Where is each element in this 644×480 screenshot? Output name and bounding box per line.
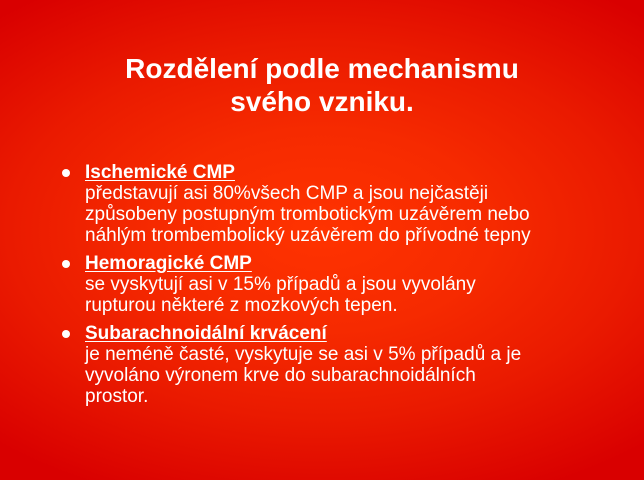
bullet-icon xyxy=(62,330,70,338)
item-text-ischemic: představují asi 80%všech CMP a jsou nejčastěji způsobeny postupným trombotickým uzávěrem nebo náhlým trombembolický uzávěrem do přívodné tepny xyxy=(85,183,531,246)
bullet-list xyxy=(60,162,635,414)
title-line-2: svého vzniku. xyxy=(230,86,414,117)
item-text-hemorrhagic: se vyskytují asi v 15% případů a jsou vyvolány rupturou některé z mozkových tepen. xyxy=(85,274,476,316)
item-title-hemorrhagic: Hemoragické CMP xyxy=(85,253,252,274)
bullet-icon xyxy=(62,169,70,177)
slide-title xyxy=(0,52,644,118)
item-title-subarachnoid: Subarachnoidální krvácení xyxy=(85,323,327,344)
list-item-ischemic xyxy=(60,162,635,246)
title-line-1: Rozdělení podle mechanismu xyxy=(125,53,519,84)
bullet-icon xyxy=(62,260,70,268)
item-text-subarachnoid: je neméně časté, vyskytuje se asi v 5% případů a je vyvoláno výronem krve do subarachnoidálních prostor. xyxy=(85,344,522,407)
list-item-hemorrhagic xyxy=(60,253,635,316)
list-item-subarachnoid xyxy=(60,323,635,407)
item-title-ischemic: Ischemické CMP xyxy=(85,162,235,183)
